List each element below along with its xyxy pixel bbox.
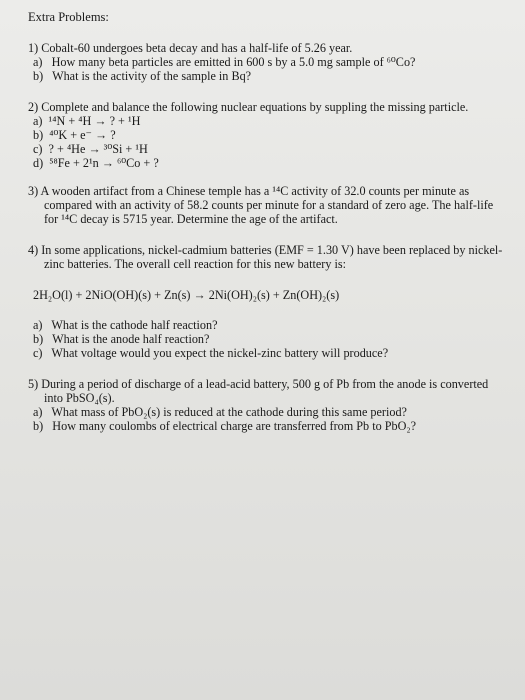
page-title: Extra Problems: [28, 10, 109, 24]
problem-4-line-2: zinc batteries. The overall cell reaction for this new battery is: [44, 257, 346, 271]
problem-4-part-a: a) What is the cathode half reaction? [33, 318, 218, 332]
problem-5-line-2: into PbSO₄(s). [44, 391, 115, 405]
problem-5-part-a: a) What mass of PbO₂(s) is reduced at the cathode during this same period? [33, 405, 407, 419]
problem-2-part-c: c) ? + ⁴He → ³⁰Si + ¹H [33, 142, 148, 156]
problem-5-part-b: b) How many coulombs of electrical charge are transferred from Pb to PbO₂? [33, 419, 417, 433]
problem-1-stem: 1) Cobalt-60 undergoes beta decay and has a half-life of 5.26 year. [28, 41, 353, 55]
problem-1-part-a: a) How many beta particles are emitted in 600 s by a 5.0 mg sample of ⁶⁰Co? [33, 55, 416, 69]
problem-4-line-1: 4) In some applications, nickel-cadmium batteries (EMF = 1.30 V) have been replaced by nickel- [28, 243, 503, 257]
problem-4-part-b: b) What is the anode half reaction? [33, 332, 210, 346]
problem-3-line-3: for ¹⁴C decay is 5715 year. Determine the age of the artifact. [44, 212, 338, 226]
problem-3-line-1: 3) A wooden artifact from a Chinese temple has a ¹⁴C activity of 32.0 counts per minute as [28, 184, 470, 198]
problem-2-stem: 2) Complete and balance the following nuclear equations by suppling the missing particle. [28, 100, 469, 114]
problem-4-part-c: c) What voltage would you expect the nickel-zinc battery will produce? [33, 346, 389, 360]
problem-4-equation: 2H₂O(l) + 2NiO(OH)(s) + Zn(s) → 2Ni(OH)₂(s) + Zn(OH)₂(s) [33, 288, 340, 302]
problem-2-part-d: d) ⁵⁸Fe + 2¹n → ⁶⁰Co + ? [33, 156, 159, 170]
problem-2-part-b: b) ⁴⁰K + e⁻ → ? [33, 128, 116, 142]
problem-1-part-b: b) What is the activity of the sample in Bq? [33, 69, 252, 83]
problem-5-line-1: 5) During a period of discharge of a lead-acid battery, 500 g of Pb from the anode is converted [28, 377, 489, 391]
problem-2-part-a: a) ¹⁴N + ⁴H → ? + ¹H [33, 114, 141, 128]
problem-3-line-2: compared with an activity of 58.2 counts per minute for a standard of zero age. The half-life [44, 198, 494, 212]
